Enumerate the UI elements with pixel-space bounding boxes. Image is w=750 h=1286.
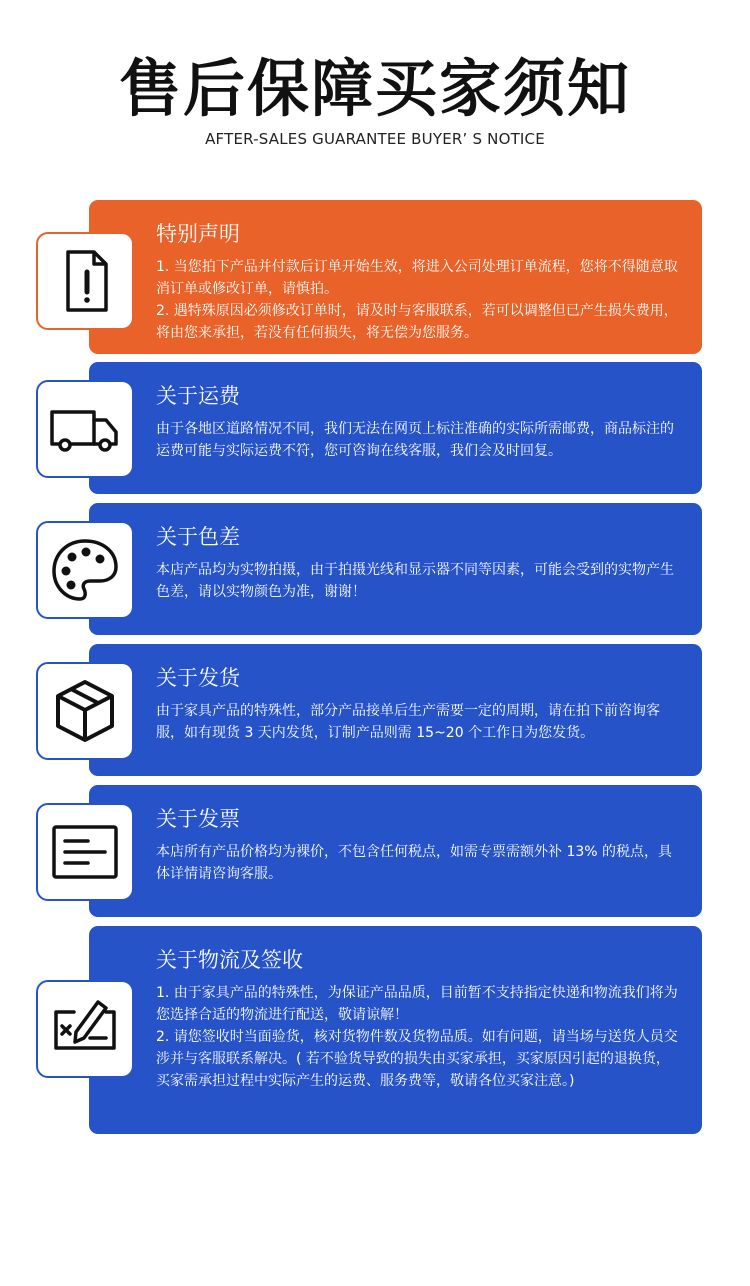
section-line: 由于家具产品的特殊性，部分产品接单后生产需要一定的周期，请在拍下前咨询客服，如有现货 3 天内发货，订制产品则需 15~20 个工作日为您发货。 xyxy=(156,703,660,741)
section-body xyxy=(156,418,680,462)
section-title: 关于发货 xyxy=(156,666,240,690)
section-logistics-signing xyxy=(89,926,702,1134)
package-box-icon xyxy=(36,662,134,760)
page-subtitle: AFTER-SALES GUARANTEE BUYER’ S NOTICE xyxy=(205,130,545,148)
section-title: 关于运费 xyxy=(156,384,240,408)
section-color-difference xyxy=(89,503,702,635)
section-line: 由于各地区道路情况不同，我们无法在网页上标注准确的实际所需邮费，商品标注的运费可能与实际运费不符，您可咨询在线客服，我们会及时回复。 xyxy=(156,421,674,459)
section-title: 特别声明 xyxy=(156,222,240,246)
section-line: 1. 由于家具产品的特殊性，为保证产品品质，目前暂不支持指定快递和物流我们将为您选择合适的物流进行配送，敬请谅解！ xyxy=(156,985,678,1023)
signature-pen-icon xyxy=(36,980,134,1078)
section-delivery xyxy=(89,644,702,776)
delivery-truck-icon xyxy=(36,380,134,478)
section-body xyxy=(156,841,680,885)
color-palette-icon xyxy=(36,521,134,619)
section-title: 关于物流及签收 xyxy=(156,948,303,972)
section-line: 2. 请您签收时当面验货，核对货物件数及货物品质。如有问题，请当场与送货人员交涉并与客服联系解决。( 若不验货导致的损失由买家承担，买家原因引起的退换货，买家需承担过程中实际产生的运费、服务费等，敬请各位买家注意。) xyxy=(156,1029,678,1089)
section-body xyxy=(156,982,680,1092)
document-warning-icon xyxy=(36,232,134,330)
section-body xyxy=(156,700,680,744)
section-body xyxy=(156,559,680,603)
section-title: 关于发票 xyxy=(156,807,240,831)
section-body xyxy=(156,256,680,344)
section-shipping-fee xyxy=(89,362,702,494)
section-line: 本店所有产品价格均为裸价，不包含任何税点，如需专票需额外补 13% 的税点，具体详情请咨询客服。 xyxy=(156,844,673,882)
invoice-icon xyxy=(36,803,134,901)
section-line: 本店产品均为实物拍摄，由于拍摄光线和显示器不同等因素，可能会受到的实物产生色差，请以实物颜色为准，谢谢！ xyxy=(156,562,674,600)
section-special-statement xyxy=(89,200,702,354)
section-title: 关于色差 xyxy=(156,525,240,549)
section-invoice xyxy=(89,785,702,917)
section-line: 1. 当您拍下产品并付款后订单开始生效，将进入公司处理订单流程，您将不得随意取消订单或修改订单，请慎拍。 xyxy=(156,259,678,297)
section-line: 2. 遇特殊原因必须修改订单时，请及时与客服联系，若可以调整但已产生损失费用，将由您来承担，若没有任何损失，将无偿为您服务。 xyxy=(156,303,678,341)
page-title: 售后保障买家须知 xyxy=(118,52,631,125)
